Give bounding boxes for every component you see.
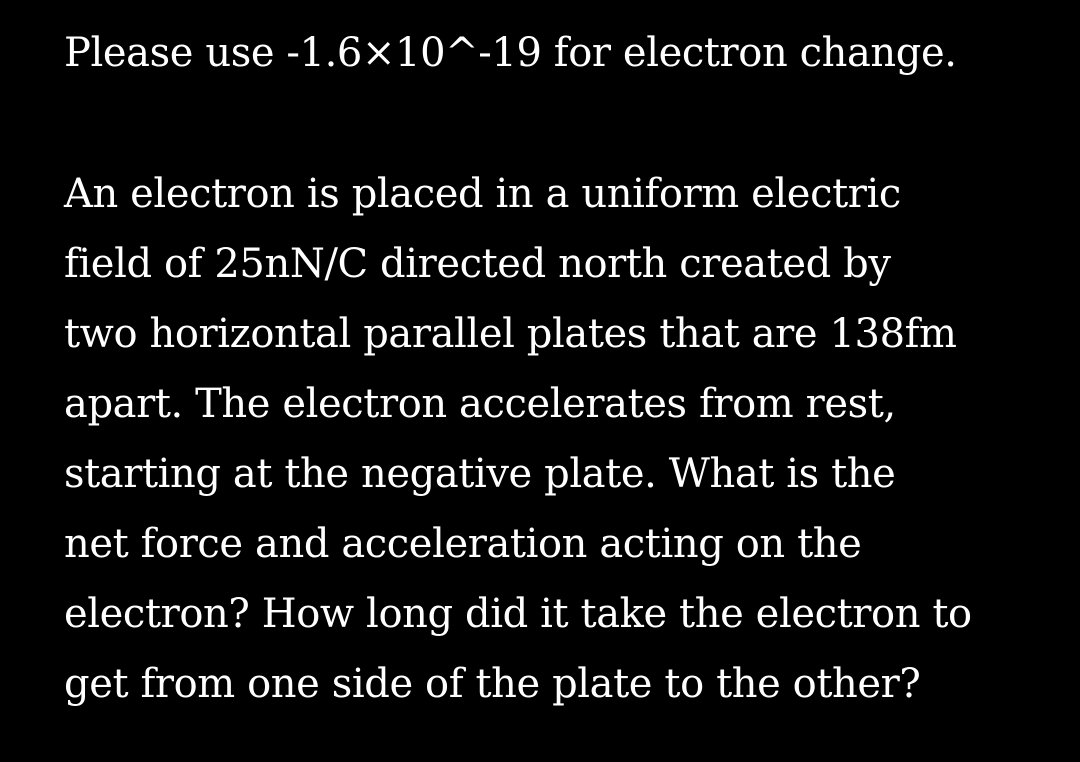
note-line: Please use -1.6×10^-19 for electron change.	[64, 30, 957, 76]
question-line: net force and acceleration acting on the	[64, 521, 862, 567]
question-line: An electron is placed in a uniform electric	[64, 171, 901, 217]
question-line: electron? How long did it take the electron to	[64, 591, 972, 637]
question-line: two horizontal parallel plates that are 138fm	[64, 311, 957, 357]
question-line: get from one side of the plate to the other?	[64, 661, 921, 707]
question-line: field of 25nN/C directed north created by	[64, 241, 891, 287]
question-line: apart. The electron accelerates from rest,	[64, 381, 896, 427]
question-line: starting at the negative plate. What is the	[64, 451, 896, 497]
